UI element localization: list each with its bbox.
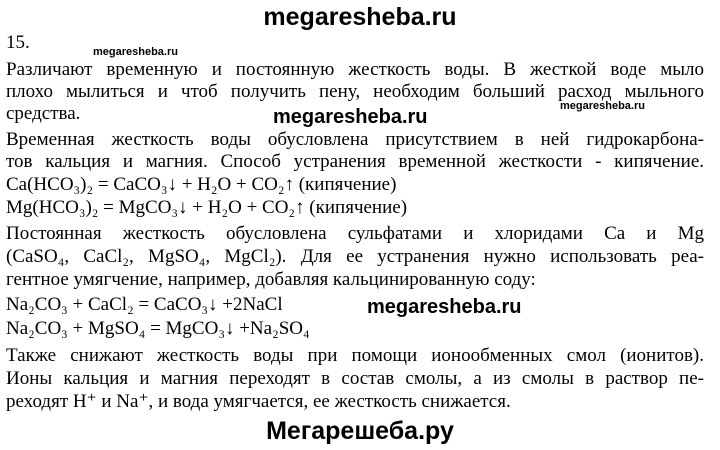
equation-3: Na₂CO₃ + CaCl₂ = CaCO₃↓ +2NaCl [6,294,283,315]
watermark-small-1: megaresheba.ru [93,46,178,58]
watermark-bottom: Мегарешеба.ру [266,417,454,445]
watermark-mid-1: megaresheba.ru [273,106,428,128]
p4-line3: реходят H⁺ и Na⁺, и вода умягчается, ее жесткость снижается. [6,391,511,412]
watermark-mid-2: megaresheba.ru [367,296,522,318]
p1-line3: средства. [6,103,81,124]
equation-1: Ca(HCO₃)₂ = CaCO₃↓ + H₂O + CO₂↑ (кипячение) [6,174,397,195]
p3-line2: (CaSO₄, CaCl₂, MgSO₄, MgCl₂). Для ее устранения нужно использовать реа- [6,246,704,267]
p4-line1: Также снижают жесткость воды при помощи ионообменных смол (ионитов). [6,345,704,366]
p1-line2: плохо мылиться и чтоб получить пену, необходим больший расход мыльного [6,81,704,102]
p2-line2: тов кальция и магния. Способ устранения временной жесткости - кипячение. [6,151,704,172]
p3-line3: гентное умягчение, например, добавляя кальцинированную соду: [6,269,536,290]
p4-line2: Ионы кальция и магния переходят в состав смолы, а из смолы в раствор пе- [6,368,704,389]
p1-line1: Различают временную и постоянную жесткость воды. В жесткой воде мыло [6,59,704,80]
equation-4: Na₂CO₃ + MgSO₄ = MgCO₃↓ +Na₂SO₄ [6,318,310,339]
task-number: 15. [6,32,30,53]
p2-line1: Временная жесткость воды обусловлена присутствием в ней гидрокарбона- [6,129,704,150]
watermark-small-2: megaresheba.ru [560,100,645,112]
equation-2: Mg(HCO₃)₂ = MgCO₃↓ + H₂O + CO₂↑ (кипячение) [6,197,408,218]
p3-line1: Постоянная жесткость обусловлена сульфатами и хлоридами Ca и Mg [6,223,704,244]
watermark-top: megaresheba.ru [263,3,457,31]
